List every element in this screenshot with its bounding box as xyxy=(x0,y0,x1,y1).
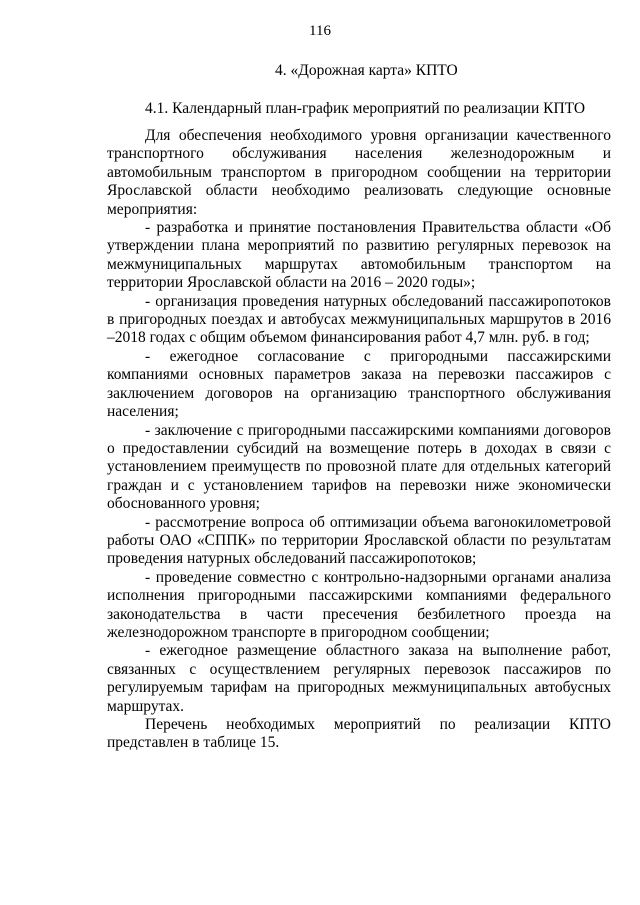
body-text xyxy=(107,127,611,753)
list-item-zakaz: - ежегодное размещение областного заказа на выполнение работ, связанных с осуществлением регулярных перевозок пассажиров по регулируемым тарифам на пригородных межмуниципальных автобусных маршрутах. xyxy=(107,642,611,715)
list-item-optimizatsiya: - рассмотрение вопроса об оптимизации объема вагонокилометровой работы ОАО «СППК» по территории Ярославской области по результатам проведения натурных обследований пассажиропотоков; xyxy=(107,513,611,568)
list-item-obsledovaniya: - организация проведения натурных обследований пассажиропотоков в пригородных поездах и автобусах межмуниципальных маршрутов в 2016 –2018 годах с общим объемом финансирования работ 4,7 млн. руб. в год; xyxy=(107,292,611,347)
list-item-soglasovanie: - ежегодное согласование с пригородными пассажирскими компаниями основных параметров заказа на перевозки пассажиров с заключением договоров на организацию транспортного обслуживания населения; xyxy=(107,347,611,421)
page-number: 116 xyxy=(309,23,331,39)
section-title: 4. «Дорожная карта» КПТО xyxy=(275,62,458,79)
list-item-analiz: - проведение совместно с контрольно-надзорными органами анализа исполнения пригородными пассажирскими компаниями федерального законодательства в части пресечения безбилетного проезда на железнодорожном транспорте в пригородном сообщении; xyxy=(107,568,611,641)
subsection-title: 4.1. Календарный план-график мероприятий по реализации КПТО xyxy=(145,100,586,117)
list-item-subsidii: - заключение с пригородными пассажирскими компаниями договоров о предоставлении субсидий на возмещение потерь в доходах в связи с установлением преимуществ по провозной плате для отдельных категорий граждан и с установлением тарифов на перевозки ниже экономически обоснованного уровня; xyxy=(107,421,611,513)
intro-paragraph: Для обеспечения необходимого уровня организации качественного транспортного обслуживания населения железнодорожным и автомобильным транспортом в пригородном сообщении на территории Ярославской области необходимо реализовать следующие основные мероприятия: xyxy=(107,127,611,218)
closing-paragraph: Перечень необходимых мероприятий по реализации КПТО представлен в таблице 15. xyxy=(107,716,611,752)
list-item-postanovlenie: - разработка и принятие постановления Правительства области «Об утверждении плана мероприятий по развитию регулярных перевозок на межмуниципальных маршрутах автомобильным транспортом на территории Ярославской области на 2016 – 2020 годы»; xyxy=(107,219,611,292)
